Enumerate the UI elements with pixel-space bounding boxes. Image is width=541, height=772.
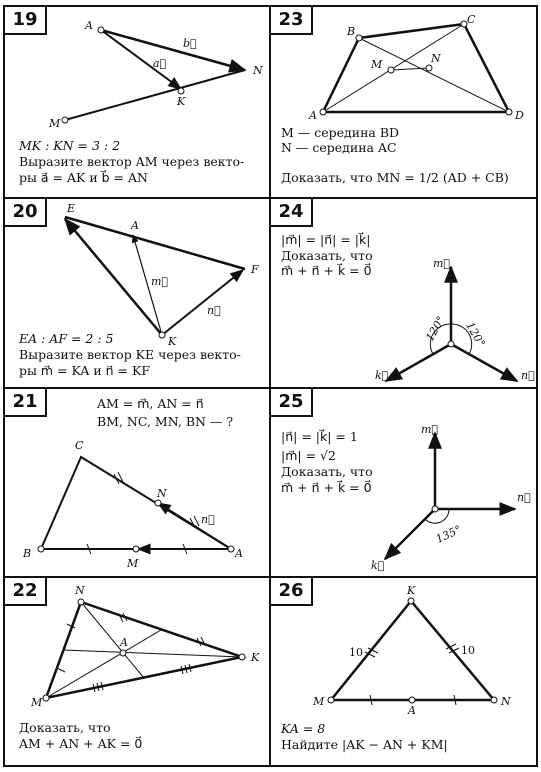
label-A: A	[309, 109, 317, 122]
task-line: ры a⃗ = AK и b⃗ = AN	[19, 170, 148, 185]
problem-number: 26	[271, 578, 313, 606]
label-N: N	[157, 487, 167, 500]
vector-ke	[65, 219, 162, 335]
label-N: N	[431, 52, 441, 65]
label-M: M	[371, 58, 383, 71]
condition-line: |m⃗| = |n⃗| = |k⃗|	[281, 232, 371, 247]
task-line: Доказать, что MN = 1/2 (AD + CB)	[281, 170, 509, 185]
problem-card-21	[3, 387, 271, 578]
label-D: D	[515, 109, 524, 122]
label-E: E	[67, 202, 76, 215]
problem-number: 21	[5, 389, 47, 417]
problem-number: 20	[5, 199, 47, 227]
label-M: M	[313, 695, 325, 708]
label-K: K	[251, 651, 260, 664]
label-N: N	[253, 64, 263, 77]
problem-card-26	[269, 576, 538, 767]
segment-mn	[65, 70, 245, 120]
label-k: k⃗	[375, 369, 389, 382]
label-n: n⃗	[207, 304, 221, 317]
condition-line: AM = m⃗, AN = n⃗	[97, 396, 204, 411]
label-A: A	[408, 704, 416, 717]
triangle-abc	[41, 457, 231, 549]
label-a: a⃗	[153, 57, 167, 70]
vector-b	[101, 30, 245, 70]
problem-number: 22	[5, 578, 47, 606]
label-K: K	[177, 95, 186, 108]
diagram-24	[271, 199, 538, 389]
label-side-km: 10	[349, 646, 363, 659]
label-A: A	[131, 219, 139, 232]
task-line: Доказать, что	[281, 248, 373, 263]
label-A: A	[85, 19, 93, 32]
condition-line: |m⃗| = √2	[281, 448, 336, 463]
problem-card-25	[269, 387, 538, 578]
label-M: M	[49, 117, 61, 130]
vector-k	[385, 509, 435, 559]
label-B: B	[23, 547, 32, 560]
problem-number: 23	[271, 7, 313, 35]
label-F: F	[251, 263, 259, 276]
condition-line: |n⃗| = |k⃗| = 1	[281, 429, 358, 444]
task-line: Доказать, что	[281, 464, 373, 479]
segment-ef	[65, 217, 245, 269]
label-C: C	[75, 439, 84, 452]
label-m: m⃗	[421, 423, 439, 436]
label-angle-1: 120°	[423, 313, 448, 344]
label-N: N	[75, 584, 85, 597]
label-K: K	[168, 335, 177, 348]
problem-card-20	[3, 197, 271, 389]
task-line: BM, NC, MN, BN — ?	[97, 414, 234, 429]
label-m: m⃗	[151, 275, 169, 288]
task-line: ры m⃗ = KA и n⃗ = KF	[19, 363, 151, 378]
vector-k	[386, 344, 451, 381]
condition-line: EA : AF = 2 : 5	[19, 331, 114, 346]
condition-line: M — середина BD	[281, 125, 400, 140]
label-angle: 135°	[433, 522, 464, 546]
vector-n	[162, 270, 243, 335]
label-A: A	[120, 636, 128, 649]
condition-line: N — середина AC	[281, 140, 397, 155]
problem-card-24	[269, 197, 538, 389]
label-n: n⃗	[521, 369, 535, 382]
task-line: Выразите вектор AM через векто-	[19, 154, 245, 169]
vector-n	[451, 344, 517, 381]
problem-number: 25	[271, 389, 313, 417]
label-M: M	[31, 696, 43, 709]
label-B: B	[347, 25, 356, 38]
task-line: m⃗ + n⃗ + k⃗ = 0⃗	[281, 263, 372, 278]
task-line: Выразите вектор KE через векто-	[19, 347, 241, 362]
label-m: m⃗	[433, 257, 451, 270]
problem-card-22	[3, 576, 271, 767]
label-K: K	[407, 584, 416, 597]
label-N: N	[501, 695, 511, 708]
task-line: Найдите |AK − AN + KM|	[281, 737, 448, 752]
label-C: C	[467, 13, 476, 26]
problem-number: 19	[5, 7, 47, 35]
task-line: m⃗ + n⃗ + k⃗ = 0⃗	[281, 480, 372, 495]
label-A: A	[235, 547, 243, 560]
problem-card-23	[269, 5, 538, 199]
condition-line: KA = 8	[281, 721, 326, 736]
problem-number: 24	[271, 199, 313, 227]
label-n: n⃗	[517, 491, 531, 504]
label-angle-2: 120°	[463, 319, 488, 350]
condition-line: MK : KN = 3 : 2	[19, 138, 121, 153]
label-b: b⃗	[183, 37, 197, 50]
task-line: Доказать, что	[19, 720, 111, 735]
label-side-kn: 10	[461, 644, 475, 657]
label-M: M	[127, 557, 139, 570]
problem-card-19	[3, 5, 271, 199]
label-n: n⃗	[201, 513, 215, 526]
label-k: k⃗	[371, 559, 385, 572]
task-line: AM + AN + AK = 0⃗	[19, 736, 143, 751]
vector-a	[101, 30, 181, 89]
